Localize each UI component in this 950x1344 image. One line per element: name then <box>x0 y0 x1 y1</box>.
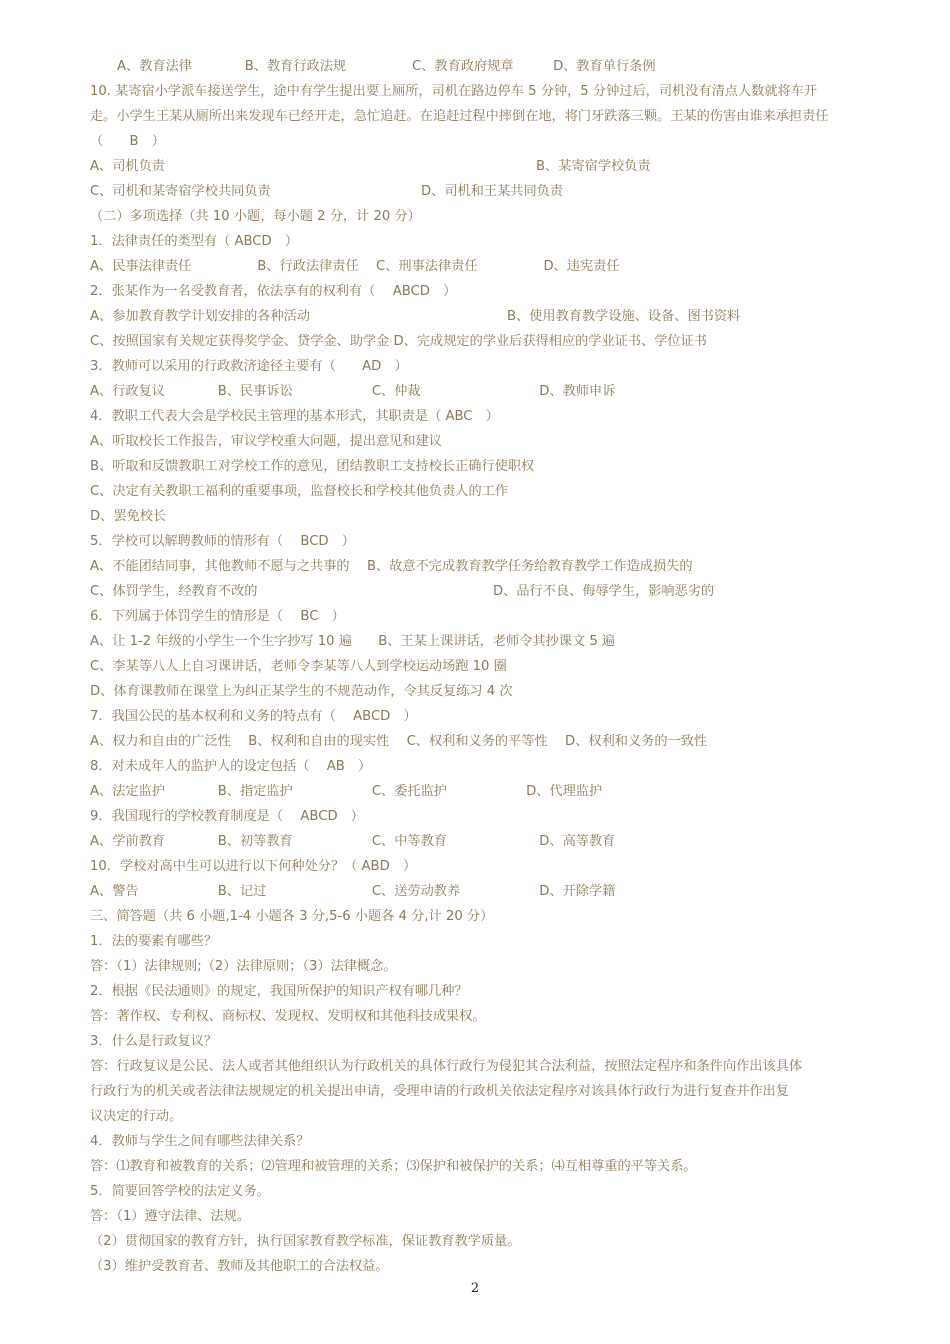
mc4-option-d: D、罢免校长 <box>90 509 167 524</box>
mc8-stem: 8．对未成年人的监护人的设定包括（ AB ） <box>90 759 372 774</box>
sa3-answer-line2: 行政行为的机关或者法律法规规定的机关提出申请，受理申请的行政机关依法定程序对该具体行政行为进行复查并作出复 <box>90 1084 789 1099</box>
mc2-option-b: B、使用教育教学设施、设备、图书资料 <box>507 309 741 324</box>
mc6-option-ab: A、让 1-2 年级的小学生一个生字抄写 10 遍 B、王某上课讲话，老师令其抄课文 5 遍 <box>90 634 616 649</box>
q10-stem-line1: 10. 某寄宿小学派车接送学生，途中有学生提出要上厕所，司机在路边停车 5 分钟，5 分钟过后，司机没有清点人数就将车开 <box>90 84 818 99</box>
mc4-option-b: B、听取和反馈教职工对学校工作的意见，团结教职工支持校长正确行使职权 <box>90 459 535 474</box>
q10-option-a: A、司机负责 <box>90 159 165 174</box>
sa4-answer: 答：⑴教育和被教育的关系；⑵管理和被管理的关系；⑶保护和被保护的关系；⑷互相尊重的平等关系。 <box>90 1159 697 1174</box>
q10-option-c: C、司机和某寄宿学校共同负责 <box>90 184 271 199</box>
mc4-stem: 4．教职工代表大会是学校民主管理的基本形式，其职责是（ ABC ） <box>90 409 499 424</box>
mc4-option-c: C、决定有关教职工福利的重要事项，监督校长和学校其他负责人的工作 <box>90 484 509 499</box>
sa2-question: 2．根据《民法通则》的规定，我国所保护的知识产权有哪几种？ <box>90 984 468 999</box>
q10-answer: （ B ） <box>90 134 165 149</box>
mc5-option-c: C、体罚学生，经教育不改的 <box>90 584 258 599</box>
mc10-stem: 10．学校对高中生可以进行以下何种处分？（ ABD ） <box>90 859 417 874</box>
section-short-answer-heading: 三、简答题（共 6 小题,1-4 小题各 3 分,5-6 小题各 4 分,计 20 分） <box>90 909 494 924</box>
mc3-options: A、行政复议 B、民事诉讼 C、仲裁 D、教师申诉 <box>90 384 616 399</box>
mc9-stem: 9．我国现行的学校教育制度是（ ABCD ） <box>90 809 364 824</box>
mc5-stem: 5．学校可以解聘教师的情形有（ BCD ） <box>90 534 355 549</box>
q9-options: A、教育法律 B、教育行政法规 C、教育政府规章 D、教育单行条例 <box>117 59 656 74</box>
q10-option-b: B、某寄宿学校负责 <box>536 159 651 174</box>
sa5-question: 5．简要回答学校的法定义务。 <box>90 1184 270 1199</box>
mc5-option-d: D、品行不良、侮辱学生，影响恶劣的 <box>493 584 715 599</box>
sa3-answer-line1: 答：行政复议是公民、法人或者其他组织认为行政机关的具体行政行为侵犯其合法利益，按照法定程序和条件向作出该具体 <box>90 1059 803 1074</box>
mc9-options: A、学前教育 B、初等教育 C、中等教育 D、高等教育 <box>90 834 616 849</box>
mc2-option-cd: C、按照国家有关规定获得奖学金、贷学金、助学金 D、完成规定的学业后获得相应的学业证书、学位证书 <box>90 334 707 349</box>
q10-option-d: D、司机和王某共同负责 <box>421 184 564 199</box>
mc2-stem: 2．张某作为一名受教育者，依法享有的权利有（ ABCD ） <box>90 284 457 299</box>
sa3-question: 3．什么是行政复议？ <box>90 1034 218 1049</box>
mc10-options: A、警告 B、记过 C、送劳动教养 D、开除学籍 <box>90 884 616 899</box>
mc4-option-a: A、听取校长工作报告，审议学校重大问题，提出意见和建议 <box>90 434 442 449</box>
mc6-option-d: D、体育课教师在课堂上为纠正某学生的不规范动作，令其反复练习 4 次 <box>90 684 513 699</box>
mc6-stem: 6．下列属于体罚学生的情形是（ BC ） <box>90 609 345 624</box>
mc2-option-a: A、参加教育教学计划安排的各种活动 <box>90 309 311 324</box>
sa1-question: 1．法的要素有哪些？ <box>90 934 218 949</box>
q10-stem-line2: 走。小学生王某从厕所出来发现车已经开走，急忙追赶。在追赶过程中摔倒在地，将门牙跌落三颗。王某的伤害由谁来承担责任 <box>90 109 829 124</box>
sa2-answer: 答：著作权、专利权、商标权、发现权、发明权和其他科技成果权。 <box>90 1009 486 1024</box>
mc1-options: A、民事法律责任 B、行政法律责任 C、刑事法律责任 D、违宪责任 <box>90 259 620 274</box>
mc5-option-ab: A、不能团结同事，其他教师不愿与之共事的 B、故意不完成教育教学任务给教育教学工作造成损失的 <box>90 559 693 574</box>
sa4-question: 4．教师与学生之间有哪些法律关系？ <box>90 1134 310 1149</box>
mc7-options: A、权力和自由的广泛性 B、权利和自由的现实性 C、权利和义务的平等性 D、权利和义务的一致性 <box>90 734 708 749</box>
page-number: 2 <box>470 1281 480 1296</box>
sa3-answer-line3: 议决定的行动。 <box>90 1109 183 1124</box>
sa5-answer-item1: 答：（1）遵守法律、法规。 <box>90 1209 251 1224</box>
section-multiple-choice-heading: （二）多项选择（共 10 小题，每小题 2 分，计 20 分） <box>90 209 421 224</box>
mc7-stem: 7．我国公民的基本权利和义务的特点有（ ABCD ） <box>90 709 417 724</box>
mc6-option-c: C、李某等八人上自习课讲话，老师令李某等八人到学校运动场跑 10 圈 <box>90 659 507 674</box>
sa5-answer-item2: （2）贯彻国家的教育方针，执行国家教育教学标准，保证教育教学质量。 <box>90 1234 521 1249</box>
sa1-answer: 答：（1）法律规则;（2）法律原则；（3）法律概念。 <box>90 959 397 974</box>
mc3-stem: 3．教师可以采用的行政救济途径主要有（ AD ） <box>90 359 408 374</box>
mc8-options: A、法定监护 B、指定监护 C、委托监护 D、代理监护 <box>90 784 603 799</box>
sa5-answer-item3: （3）维护受教育者、教师及其他职工的合法权益。 <box>90 1259 389 1274</box>
mc1-stem: 1．法律责任的类型有（ ABCD ） <box>90 234 299 249</box>
